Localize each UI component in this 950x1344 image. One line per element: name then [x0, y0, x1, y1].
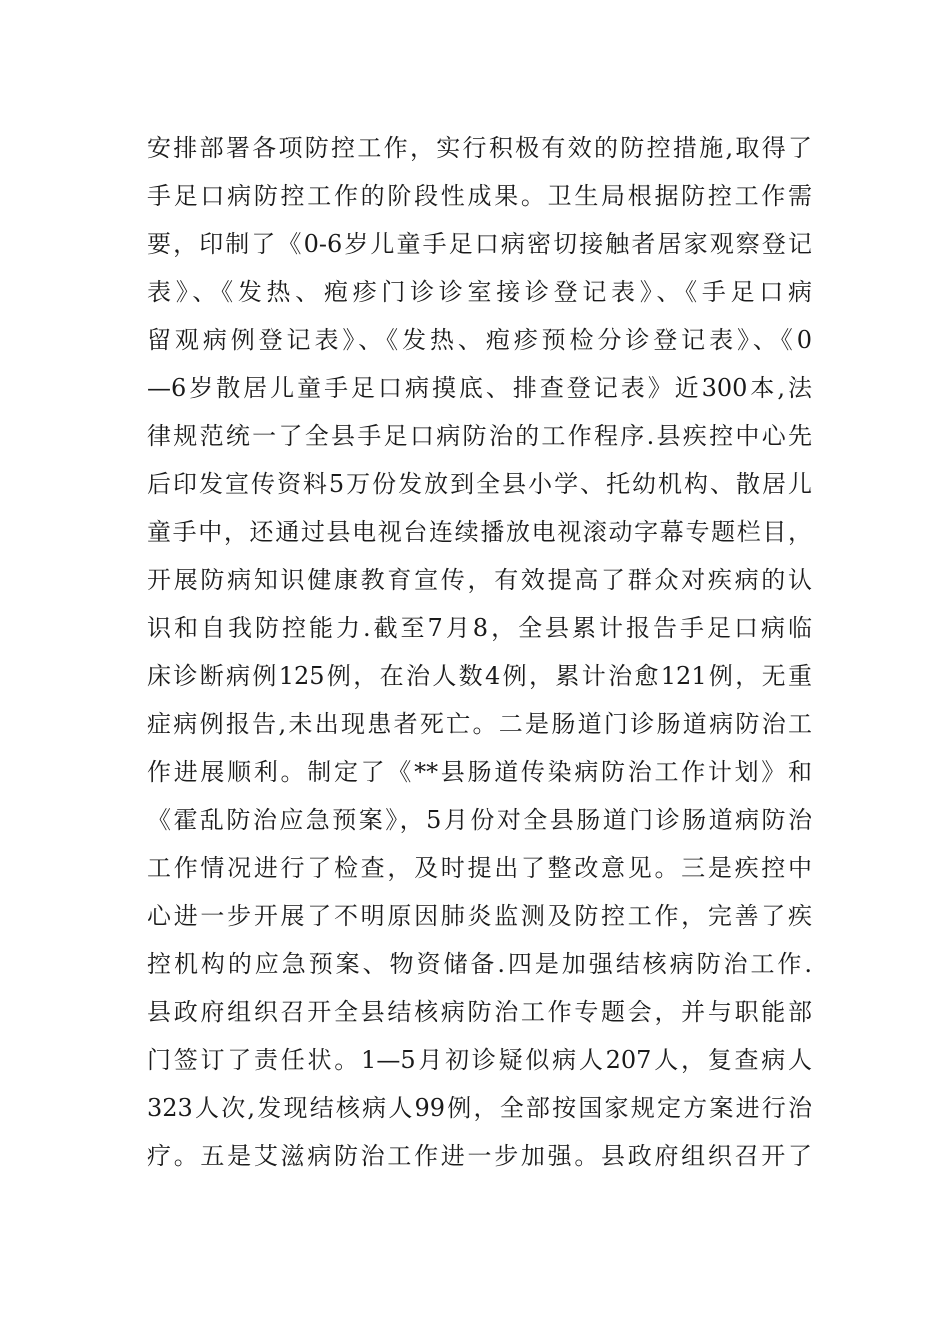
text-line: 323人次,发现结核病人99例，全部按国家规定方案进行治 — [147, 1094, 812, 1122]
text-line: 疗。五是艾滋病防治工作进一步加强。县政府组织召开了 — [147, 1142, 812, 1170]
text-line: 留观病例登记表》、《发热、疱疹预检分诊登记表》、《0 — [147, 326, 812, 354]
text-line: 床诊断病例125例，在治人数4例，累计治愈121例，无重 — [147, 662, 812, 690]
text-line: 童手中，还通过县电视台连续播放电视滚动字幕专题栏目， — [147, 518, 812, 546]
text-line: 识和自我防控能力.截至7月8，全县累计报告手足口病临 — [147, 614, 812, 642]
text-line: 作进展顺利。制定了《**县肠道传染病防治工作计划》和 — [147, 758, 812, 786]
body-paragraph — [147, 124, 812, 1180]
text-line: 安排部署各项防控工作，实行积极有效的防控措施,取得了 — [147, 134, 812, 162]
text-line: 控机构的应急预案、物资储备.四是加强结核病防治工作. — [147, 950, 812, 978]
text-line: 表》、《发热、疱疹门诊诊室接诊登记表》、《手足口病 — [147, 278, 812, 306]
text-line: 县政府组织召开全县结核病防治工作专题会，并与职能部 — [147, 998, 812, 1026]
text-line: —6岁散居儿童手足口病摸底、排查登记表》近300本,法 — [147, 374, 812, 402]
text-line: 要，印制了《0-6岁儿童手足口病密切接触者居家观察登记 — [147, 230, 812, 258]
text-line: 手足口病防控工作的阶段性成果。卫生局根据防控工作需 — [147, 182, 812, 210]
text-line: 后印发宣传资料5万份发放到全县小学、托幼机构、散居儿 — [147, 470, 812, 498]
text-line: 心进一步开展了不明原因肺炎监测及防控工作，完善了疾 — [147, 902, 812, 930]
text-line: 症病例报告,未出现患者死亡。二是肠道门诊肠道病防治工 — [147, 710, 812, 738]
text-line: 门签订了责任状。1—5月初诊疑似病人207人，复查病人 — [147, 1046, 812, 1074]
text-line: 工作情况进行了检查，及时提出了整改意见。三是疾控中 — [147, 854, 812, 882]
text-line: 《霍乱防治应急预案》，5月份对全县肠道门诊肠道病防治 — [147, 806, 812, 834]
text-line: 律规范统一了全县手足口病防治的工作程序.县疾控中心先 — [147, 422, 812, 450]
text-line: 开展防病知识健康教育宣传，有效提高了群众对疾病的认 — [147, 566, 812, 594]
